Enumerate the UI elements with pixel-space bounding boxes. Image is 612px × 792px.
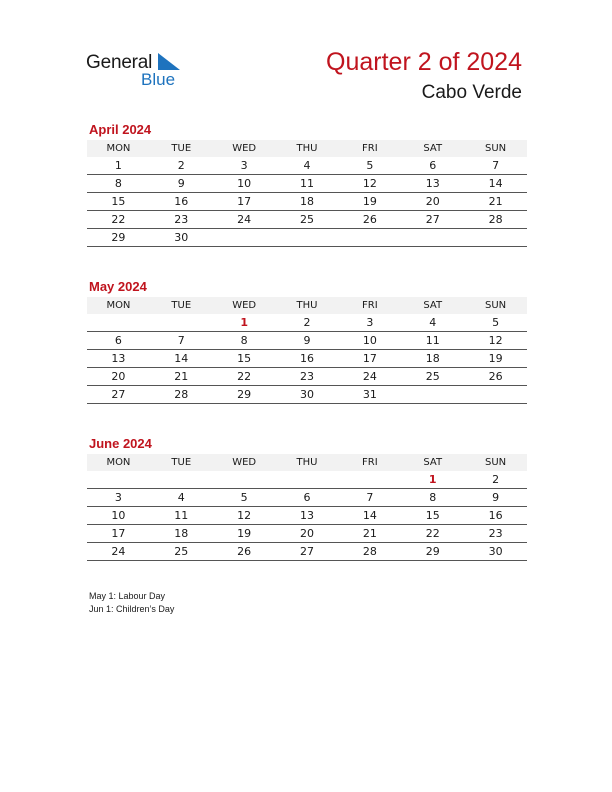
day-cell [464,386,527,403]
day-cell: 17 [362,352,377,365]
day-cell: 25 [174,545,189,558]
weekday-label: WED [232,143,257,154]
weekday-label: SUN [485,457,507,468]
day-cell: 22 [425,527,440,540]
generalblue-logo [86,52,196,92]
day-cell: 12 [362,177,377,190]
day-cell [276,471,339,488]
day-cell: 18 [300,195,314,208]
day-cell: 5 [240,491,248,504]
day-cell: 29 [237,388,252,401]
day-cell: 17 [111,527,126,540]
day-cell: 14 [488,177,503,190]
weekday-label: MON [106,457,131,468]
page-title: Quarter 2 of 2024 [326,48,522,76]
day-cell: 24 [111,545,126,558]
week-row [87,193,527,211]
day-cell: 27 [111,388,126,401]
day-cell: 16 [174,195,189,208]
weekday-header [87,140,527,157]
day-cell: 17 [237,195,252,208]
week-row [87,211,527,229]
day-cell [338,229,401,246]
day-cell [150,471,213,488]
week-row [87,489,527,507]
day-cell: 30 [174,231,189,244]
day-cell: 27 [425,213,440,226]
week-row [87,507,527,525]
day-cell: 11 [174,509,189,522]
day-cell: 6 [429,159,437,172]
day-cell [401,386,464,403]
month-june [87,436,527,561]
weekday-header [87,454,527,471]
day-cell: 8 [114,177,122,190]
day-cell: 11 [300,177,314,190]
weekday-label: SAT [423,143,443,154]
day-cell: 7 [177,334,185,347]
day-cell: 14 [174,352,189,365]
weekday-label: THU [296,143,318,154]
day-cell: 5 [366,159,374,172]
day-cell [87,471,150,488]
day-cell: 1 [240,316,248,329]
week-row [87,157,527,175]
day-cell: 5 [492,316,500,329]
week-row [87,314,527,332]
day-cell: 7 [492,159,500,172]
weekday-label: THU [296,300,318,311]
day-cell: 8 [240,334,248,347]
day-cell: 3 [114,491,122,504]
day-cell: 30 [300,388,314,401]
day-cell: 3 [366,316,374,329]
month-title: May 2024 [89,279,147,294]
day-cell: 19 [362,195,377,208]
weekday-label: SAT [423,300,443,311]
day-cell: 9 [492,491,500,504]
day-cell: 15 [237,352,252,365]
day-cell: 21 [362,527,377,540]
day-cell: 13 [425,177,440,190]
day-cell [87,314,150,331]
weekday-label: SUN [485,143,507,154]
day-cell: 6 [114,334,122,347]
day-cell: 28 [174,388,189,401]
day-cell: 23 [300,370,314,383]
day-cell: 3 [240,159,248,172]
day-cell: 31 [362,388,377,401]
day-cell [276,229,339,246]
day-cell: 2 [492,473,500,486]
day-cell [213,471,276,488]
week-row [87,525,527,543]
week-row [87,471,527,489]
day-cell: 21 [488,195,503,208]
weekday-label: TUE [171,457,192,468]
day-cell: 11 [425,334,440,347]
month-grid [87,314,527,404]
day-cell: 15 [425,509,440,522]
day-cell: 6 [303,491,311,504]
month-may [87,279,527,404]
weekday-label: SAT [423,457,443,468]
logo-general-text: General [86,52,153,73]
holiday-note: Jun 1: Children’s Day [89,604,175,614]
weekday-label: TUE [171,143,192,154]
holiday-note: May 1: Labour Day [89,591,166,601]
weekday-label: FRI [362,300,378,311]
day-cell: 9 [303,334,311,347]
logo-blue-text: Blue [141,70,176,89]
day-cell: 1 [114,159,122,172]
week-row [87,386,527,404]
day-cell: 22 [237,370,252,383]
week-row [87,332,527,350]
day-cell: 25 [300,213,314,226]
day-cell: 18 [174,527,189,540]
weekday-label: MON [106,300,131,311]
weekday-label: FRI [362,457,378,468]
week-row [87,368,527,386]
weekday-label: FRI [362,143,378,154]
day-cell: 16 [300,352,314,365]
day-cell: 26 [362,213,377,226]
day-cell: 27 [300,545,314,558]
week-row [87,543,527,561]
day-cell: 12 [488,334,503,347]
day-cell: 20 [300,527,314,540]
day-cell: 13 [111,352,126,365]
day-cell [401,229,464,246]
day-cell: 20 [111,370,126,383]
day-cell: 26 [488,370,503,383]
day-cell: 24 [362,370,377,383]
country-name: Cabo Verde [421,82,522,103]
holiday-notes [89,590,174,616]
weekday-label: WED [232,457,257,468]
day-cell: 24 [237,213,252,226]
day-cell: 10 [237,177,252,190]
day-cell: 28 [362,545,377,558]
day-cell: 26 [237,545,252,558]
day-cell [464,229,527,246]
day-cell: 8 [429,491,437,504]
day-cell: 19 [488,352,503,365]
week-row [87,229,527,247]
weekday-label: THU [296,457,318,468]
month-april [87,122,527,247]
weekday-label: MON [106,143,131,154]
day-cell: 23 [174,213,189,226]
month-title: June 2024 [89,436,152,451]
day-cell: 4 [429,316,437,329]
day-cell: 4 [177,491,185,504]
week-row [87,350,527,368]
day-cell: 30 [488,545,503,558]
day-cell: 18 [425,352,440,365]
day-cell: 2 [303,316,311,329]
day-cell [150,314,213,331]
logo-triangle-icon [158,53,180,70]
day-cell: 28 [488,213,503,226]
weekday-label: WED [232,300,257,311]
day-cell: 25 [425,370,440,383]
day-cell: 19 [237,527,252,540]
day-cell: 21 [174,370,189,383]
day-cell [338,471,401,488]
month-grid [87,157,527,247]
month-title: April 2024 [89,122,152,137]
day-cell: 22 [111,213,126,226]
day-cell: 10 [111,509,126,522]
day-cell: 14 [362,509,377,522]
day-cell: 15 [111,195,126,208]
day-cell: 23 [488,527,503,540]
week-row [87,175,527,193]
weekday-label: SUN [485,300,507,311]
day-cell: 2 [177,159,185,172]
day-cell [213,229,276,246]
day-cell: 4 [303,159,311,172]
day-cell: 9 [177,177,185,190]
day-cell: 16 [488,509,503,522]
day-cell: 29 [111,231,126,244]
day-cell: 10 [362,334,377,347]
day-cell: 13 [300,509,314,522]
weekday-header [87,297,527,314]
day-cell: 7 [366,491,374,504]
day-cell: 20 [425,195,440,208]
month-grid [87,471,527,561]
day-cell: 12 [237,509,252,522]
day-cell: 1 [428,473,437,486]
weekday-label: TUE [171,300,192,311]
day-cell: 29 [425,545,440,558]
